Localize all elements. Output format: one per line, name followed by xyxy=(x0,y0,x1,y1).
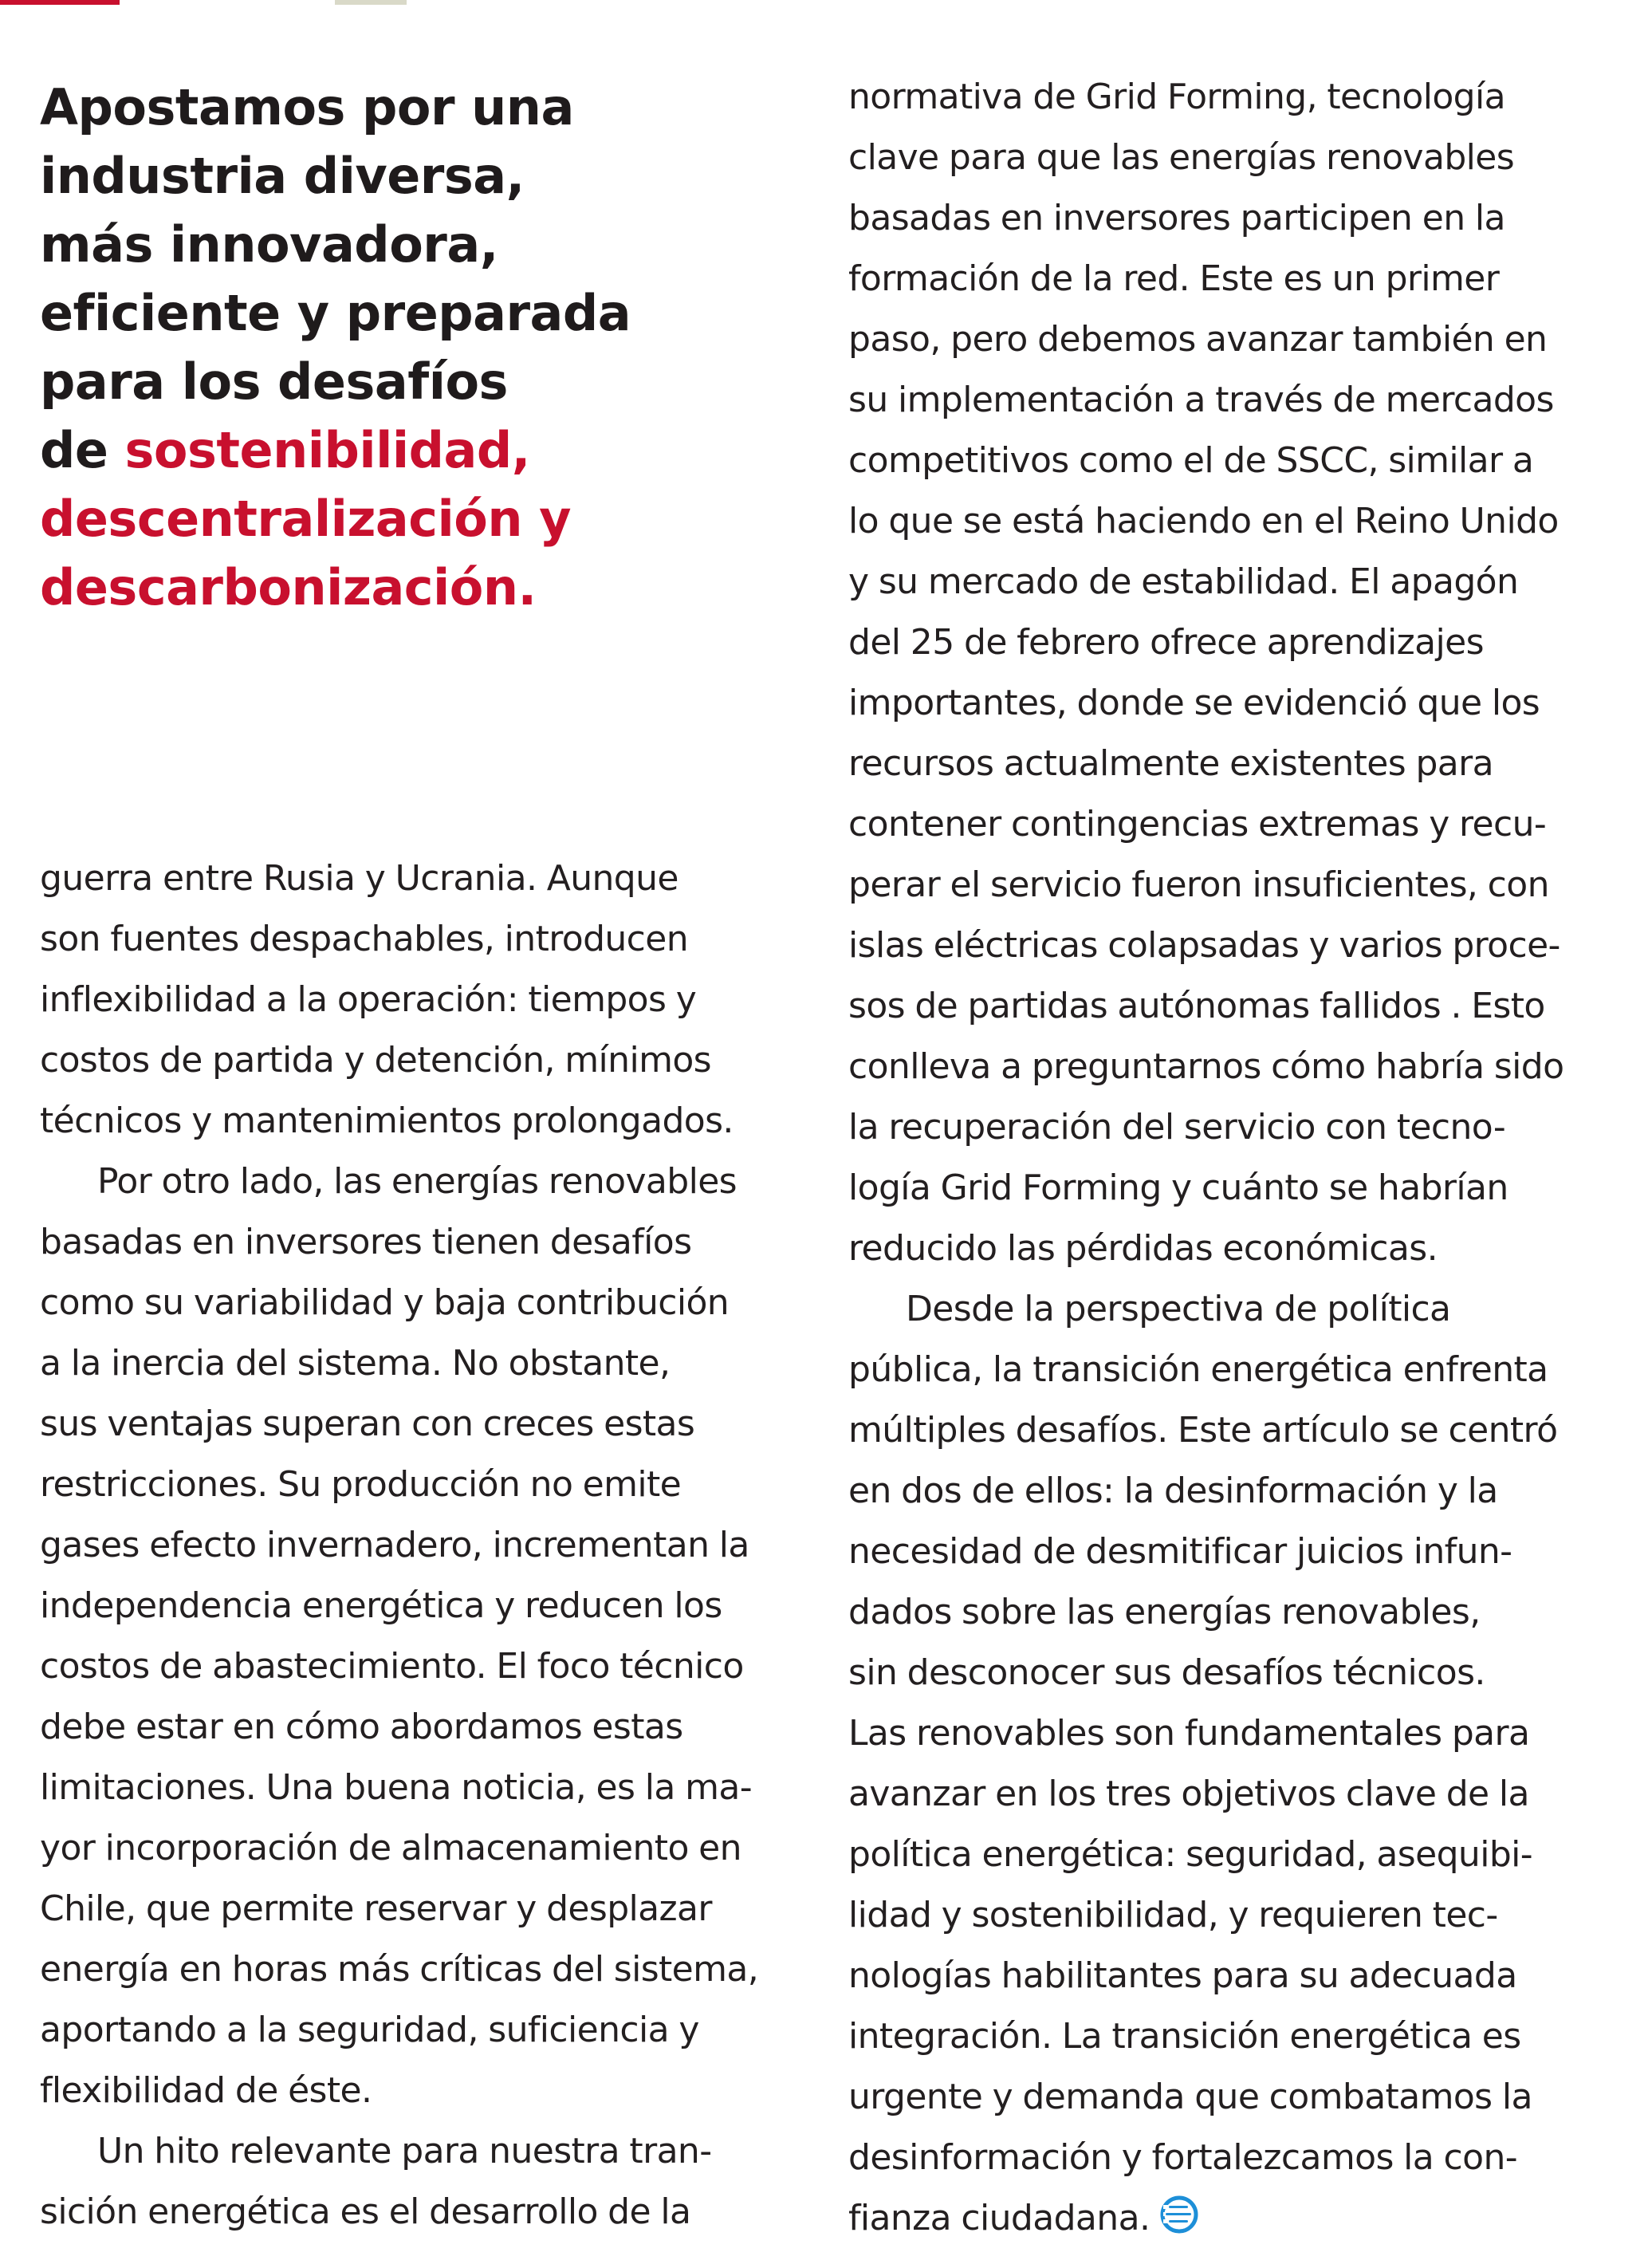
body-line: desinformación y fortalezcamos la con- xyxy=(848,2137,1518,2178)
body-line: Desde la perspectiva de política xyxy=(906,1289,1451,1329)
body-line: islas eléctricas colapsadas y varios proce- xyxy=(848,925,1560,966)
body-line: basadas en inversores participen en la xyxy=(848,198,1505,238)
body-line: basadas en inversores tienen desafíos xyxy=(40,1222,692,1262)
body-line-last xyxy=(848,2188,1598,2249)
body-line: flexibilidad de éste. xyxy=(40,2070,372,2111)
body-line: y su mercado de estabilidad. El apagón xyxy=(848,561,1519,602)
body-line: paso, pero debemos avanzar también en xyxy=(848,319,1548,360)
body-line: Un hito relevante para nuestra tran- xyxy=(97,2131,712,2171)
body-line: costos de abastecimiento. El foco técnico xyxy=(40,1646,744,1687)
body-line: Las renovables son fundamentales para xyxy=(848,1713,1530,1754)
body-line: restricciones. Su producción no emite xyxy=(40,1464,682,1505)
body-line: logía Grid Forming y cuánto se habrían xyxy=(848,1167,1508,1208)
body-line: reducido las pérdidas económicas. xyxy=(848,1228,1438,1269)
body-line: Por otro lado, las energías renovables xyxy=(97,1161,737,1202)
body-line: limitaciones. Una buena noticia, es la ma- xyxy=(40,1767,752,1808)
pull-quote-line: más innovadora, xyxy=(40,215,498,274)
body-line: múltiples desafíos. Este artículo se centró xyxy=(848,1410,1558,1451)
body-line: lidad y sostenibilidad, y requieren tec- xyxy=(848,1895,1498,1935)
body-line: aportando a la seguridad, suficiencia y xyxy=(40,2010,699,2050)
body-line: avanzar en los tres objetivos clave de la xyxy=(848,1774,1529,1814)
top-accent-bar xyxy=(335,0,407,5)
body-line-text: fianza ciudadana. xyxy=(848,2198,1150,2238)
body-line: en dos de ellos: la desinformación y la xyxy=(848,1471,1498,1511)
left-column-body xyxy=(40,848,805,2242)
body-line: sos de partidas autónomas fallidos . Esto xyxy=(848,986,1545,1026)
end-of-article-icon xyxy=(1159,2195,1199,2234)
body-line: sus ventajas superan con creces estas xyxy=(40,1404,695,1444)
body-line: política energética: seguridad, asequibi- xyxy=(848,1834,1533,1875)
body-line: son fuentes despachables, introducen xyxy=(40,919,689,959)
body-line: recursos actualmente existentes para xyxy=(848,743,1493,784)
body-line: integración. La transición energética es xyxy=(848,2016,1521,2057)
body-line: técnicos y mantenimientos prolongados. xyxy=(40,1100,734,1141)
body-line: lo que se está haciendo en el Reino Unido xyxy=(848,501,1559,541)
body-line: normativa de Grid Forming, tecnología xyxy=(848,77,1505,117)
body-line: necesidad de desmitificar juicios infun- xyxy=(848,1531,1512,1572)
body-line: Chile, que permite reservar y desplazar xyxy=(40,1888,712,1929)
pull-quote-highlight: descarbonización. xyxy=(40,558,537,616)
body-line: debe estar en cómo abordamos estas xyxy=(40,1707,683,1747)
pull-quote xyxy=(40,73,805,622)
body-line: como su variabilidad y baja contribución xyxy=(40,1282,730,1323)
body-line: contener contingencias extremas y recu- xyxy=(848,804,1547,845)
body-line: sin desconocer sus desafíos técnicos. xyxy=(848,1652,1485,1693)
body-line: perar el servicio fueron insuficientes, con xyxy=(848,864,1549,905)
body-line: energía en horas más críticas del sistema, xyxy=(40,1949,759,1990)
body-line: conlleva a preguntarnos cómo habría sido xyxy=(848,1046,1564,1087)
body-line: independencia energética y reducen los xyxy=(40,1585,722,1626)
pull-quote-highlight: sostenibilidad, xyxy=(124,421,530,479)
pull-quote-prefix: de xyxy=(40,421,125,479)
pull-quote-line: industria diversa, xyxy=(40,147,525,205)
body-line: formación de la red. Este es un primer xyxy=(848,258,1500,299)
body-line: costos de partida y detención, mínimos xyxy=(40,1040,711,1081)
body-line: clave para que las energías renovables xyxy=(848,137,1515,178)
top-accent-bar xyxy=(0,0,120,5)
body-line: su implementación a través de mercados xyxy=(848,380,1554,420)
body-line: del 25 de febrero ofrece aprendizajes xyxy=(848,622,1484,663)
body-line: guerra entre Rusia y Ucrania. Aunque xyxy=(40,858,678,899)
pull-quote-highlight: descentralización y xyxy=(40,490,571,548)
body-line: dados sobre las energías renovables, xyxy=(848,1592,1481,1632)
body-line: nologías habilitantes para su adecuada xyxy=(848,1955,1517,1996)
body-line: la recuperación del servicio con tecno- xyxy=(848,1107,1506,1148)
pull-quote-line xyxy=(40,416,805,485)
body-line: sición energética es el desarrollo de la xyxy=(40,2191,691,2232)
body-line: inflexibilidad a la operación: tiempos y xyxy=(40,979,697,1020)
pull-quote-line: para los desafíos xyxy=(40,352,508,411)
body-line: importantes, donde se evidenció que los xyxy=(848,683,1540,723)
right-column-body xyxy=(848,67,1598,2249)
body-line: a la inercia del sistema. No obstante, xyxy=(40,1343,671,1384)
body-line: competitivos como el de SSCC, similar a xyxy=(848,440,1534,481)
body-line: pública, la transición energética enfrenta xyxy=(848,1349,1548,1390)
body-line: yor incorporación de almacenamiento en xyxy=(40,1828,741,1868)
body-line: gases efecto invernadero, incrementan la xyxy=(40,1525,749,1565)
pull-quote-line: Apostamos por una xyxy=(40,78,574,136)
body-line: urgente y demanda que combatamos la xyxy=(848,2077,1532,2117)
pull-quote-line: eficiente y preparada xyxy=(40,284,631,342)
